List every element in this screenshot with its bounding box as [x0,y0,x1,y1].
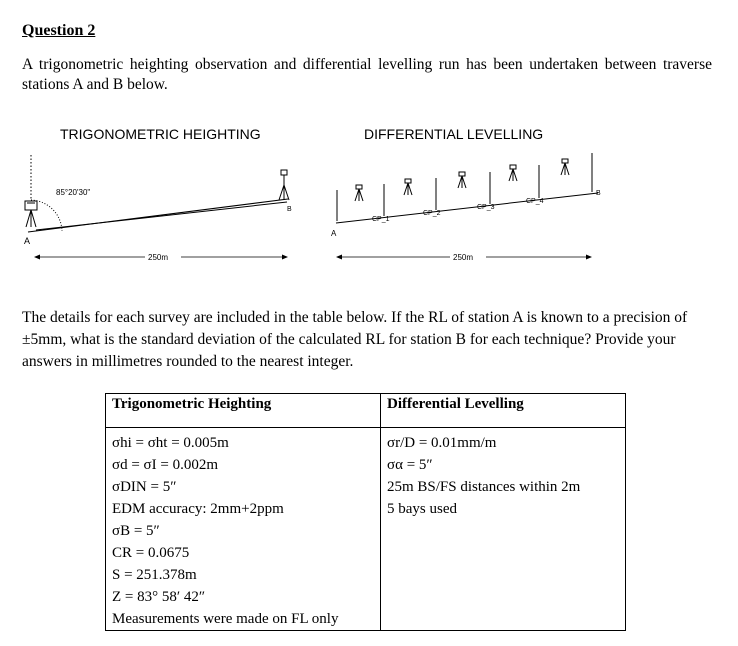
levelling-staffs [337,153,592,221]
trig-line: σB = 5″ [112,523,160,539]
trig-arrow-right-head [282,255,288,260]
level-station-b-label: B [596,190,601,197]
cp-3-label: CP_3 [477,204,495,211]
trig-arrow-left-head [34,255,40,260]
trig-line: EDM accuracy: 2mm+2ppm [112,501,284,517]
trig-line: Z = 83° 58′ 42″ [112,589,206,605]
survey-figure [0,115,738,275]
intro-paragraph: A trigonometric heighting observation and differential levelling run has been undertaken between traverse stations A and B below. [22,56,712,93]
cp-4-label: CP_4 [526,198,544,205]
level-arrow-right-head [586,255,592,260]
trig-line: S = 251.378m [112,567,197,583]
cp-2-label: CP_2 [423,210,441,217]
target-at-b-icon [279,170,289,200]
trig-heighting-title: TRIGONOMETRIC HEIGHTING [60,126,261,142]
levelling-title: DIFFERENTIAL LEVELLING [364,126,544,142]
details-paragraph: The details for each survey are included in the table below. If the RL of station A is known to a precision of ±5mm, what is the standard deviation of the calculated RL for station B for each technique? Provide your answers in millimetres rounded to the nearest integer. [22,309,688,370]
level-instruments-icon [355,159,569,201]
level-details-cell [381,428,626,631]
trig-sight-line [36,202,287,230]
trig-line: Measurements were made on FL only [112,611,339,627]
trig-header-cell: Trigonometric Heighting [106,394,381,428]
trig-line: σhi = σht = 0.005m [112,435,229,451]
level-arrow-left-head [336,255,342,260]
cp-1-label: CP_1 [372,216,390,223]
trig-line: σDIN = 5″ [112,479,177,495]
station-b-label: B [287,206,292,213]
trig-ground-line [28,199,288,232]
trig-line: CR = 0.0675 [112,545,190,561]
zenith-angle-label: 85°20'30" [56,188,91,197]
level-station-a-label: A [331,229,337,238]
level-line: σr/D = 0.01mm/m [387,435,497,451]
level-line: σα = 5″ [387,457,433,473]
level-line: 5 bays used [387,501,457,517]
level-header-cell: Differential Levelling [381,394,626,428]
question-heading: Question 2 [22,22,96,39]
station-a-label: A [24,236,31,246]
level-line: 25m BS/FS distances within 2m [387,479,581,495]
instrument-at-a-icon [25,201,37,227]
level-distance-label: 250m [453,253,474,262]
survey-details-table [105,393,626,631]
trig-details-cell [106,428,381,631]
trig-line: σd = σI = 0.002m [112,457,219,473]
trig-distance-label: 250m [148,253,169,262]
